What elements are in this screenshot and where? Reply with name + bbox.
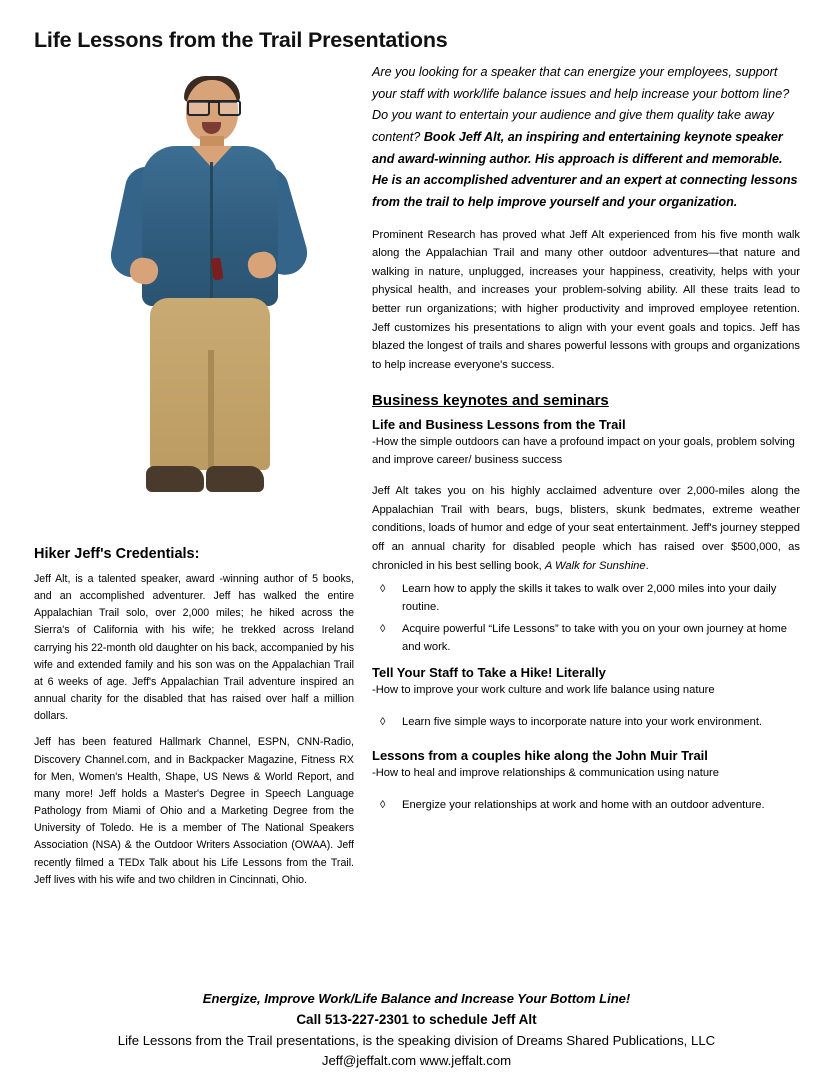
keynote-1-paragraph-pre: Jeff Alt takes you on his highly acclaimed adventure over 2,000-miles along the Appalachian Trail with bears, bugs, blisters, skunk bedmates, extreme weather conditions, loads of humor and edge of your seat entertainment. Jeff's journey stepped off an annual charity for disabled people which has raised over $500,000, as chronicled in his best selling book, — [372, 485, 800, 572]
keynote-3-bullet-1-text: Energize your relationships at work and home with an outdoor adventure. — [402, 798, 765, 811]
list-item — [372, 581, 800, 617]
figure-leg-seam — [208, 350, 214, 470]
right-column — [372, 62, 800, 819]
left-column — [34, 62, 354, 889]
footer-tagline: Energize, Improve Work/Life Balance and Increase Your Bottom Line! — [202, 991, 631, 1006]
figure-right-shoe — [206, 466, 264, 492]
keynote-1-bullet-1-text: Learn how to apply the skills it takes to walk over 2,000 miles into your daily routine. — [402, 583, 777, 614]
figure-left-shoe — [146, 466, 204, 492]
credentials-heading: Hiker Jeff's Credentials: — [34, 546, 200, 562]
diamond-bullet-icon: ◊ — [380, 715, 386, 728]
research-paragraph: Prominent Research has proved what Jeff Alt experienced from his five month walk along the Appalachian Trail and many other outdoor adventures—that nature and walking in nature, unplugged, increases your happiness, creativity, helps with your physical health, and increases your problem-solving ability. All these traits lead to better run organizations; with higher productivity and improved employee retention. Jeff customizes his presentations to align with your event goals and topics. Jeff has blazed the longest of trails and shares powerful lessons with groups and organizations to help increase everyone's success. — [372, 228, 800, 371]
list-item — [372, 621, 800, 657]
book-title-a-walk-for-sunshine: A Walk for Sunshine — [544, 559, 646, 572]
footer-division-line: Life Lessons from the Trail presentations, is the speaking division of Dreams Shared Publications, LLC — [117, 1033, 716, 1048]
keynote-2-title: Tell Your Staff to Take a Hike! Literally — [372, 664, 606, 680]
keynote-1-paragraph — [372, 482, 800, 575]
speaker-figure-illustration — [34, 62, 354, 532]
keynote-1-title: Life and Business Lessons from the Trail — [372, 417, 626, 433]
keynote-1-bullet-2-text: Acquire powerful “Life Lessons” to take with you on your own journey at home and work. — [402, 623, 787, 653]
diamond-bullet-icon: ◊ — [380, 623, 386, 635]
lead-question-text: Are you looking for a speaker that can energize your employees, support your staff with work/life balance issues and help increase your bottom line? Do you want to entertain your audience and give them quality take away content? — [372, 65, 790, 144]
list-item — [372, 714, 800, 732]
keynotes-section-heading: Business keynotes and seminars — [372, 392, 609, 410]
lead-emphasis-text: Book Jeff Alt, an inspiring and entertaining keynote speaker and award-winning author. His approach is different and memorable. He is an accomplished adventurer and an expert at connecting lessons from the trail to help improve yourself and your organization. — [372, 129, 798, 209]
footer-contact-line: Jeff@jeffalt.com www.jeffalt.com — [321, 1053, 512, 1068]
credentials-paragraph-2: Jeff has been featured Hallmark Channel, ESPN, CNN-Radio, Discovery Channel.com, and in Backpacker Magazine, Fitness RX for Men, Women's Health, Shape, US News & World Report, and many more! Jeff holds a Master's Degree in Speech Language Pathology from Miami of Ohio and a Marketing Degree from the University of Toledo. He is a member of The National Speakers Association (NSA) & the Outdoor Writers Association (OWAA). Jeff recently filmed a TEDx Talk about his Life Lessons from the Trail. Jeff lives with his wife and two children in Cincinnati, Ohio. — [34, 736, 354, 886]
speaker-photo — [34, 62, 354, 532]
glasses-left-lens — [187, 100, 210, 116]
diamond-bullet-icon: ◊ — [380, 798, 386, 811]
keynote-3-note: -How to heal and improve relationships & communication using nature — [372, 766, 719, 779]
keynote-3-bullets — [372, 797, 800, 815]
credentials-paragraph-1: Jeff Alt, is a talented speaker, award -winning author of 5 books, and an accomplished adventurer. Jeff has walked the entire Appalachian Trail solo, over 2,000 miles; he hiked across the Sierra's of California with his wife; he trekked across Ireland carrying his 22-month old daughter on his back, accompanied by his wife and extended family and his son was on the Appalachian Trail at 6 weeks of age. Jeff's Appalachian Trail adventure inspired an annual charity for the disabled that has raised over half a million dollars. — [34, 573, 354, 723]
keynote-2-bullets — [372, 714, 800, 732]
keynote-2-bullet-1-text: Learn five simple ways to incorporate nature into your work environment. — [402, 715, 763, 728]
keynote-1-paragraph-post: . — [645, 559, 649, 572]
keynote-1-note: -How the simple outdoors can have a profound impact on your goals, problem solving and improve career/ business success — [372, 436, 795, 467]
page-footer — [0, 991, 833, 1068]
keynote-1-bullets — [372, 581, 800, 657]
keynote-2-note: -How to improve your work culture and work life balance using nature — [372, 683, 715, 696]
keynote-3-title: Lessons from a couples hike along the John Muir Trail — [372, 747, 708, 763]
glasses-right-lens — [218, 100, 241, 116]
figure-shirt-placket — [210, 162, 213, 302]
page-title: Life Lessons from the Trail Presentations — [34, 28, 448, 52]
footer-call-to-action: Call 513-227-2301 to schedule Jeff Alt — [296, 1012, 537, 1027]
list-item — [372, 797, 800, 815]
diamond-bullet-icon: ◊ — [380, 583, 386, 596]
lead-paragraph — [372, 62, 800, 214]
